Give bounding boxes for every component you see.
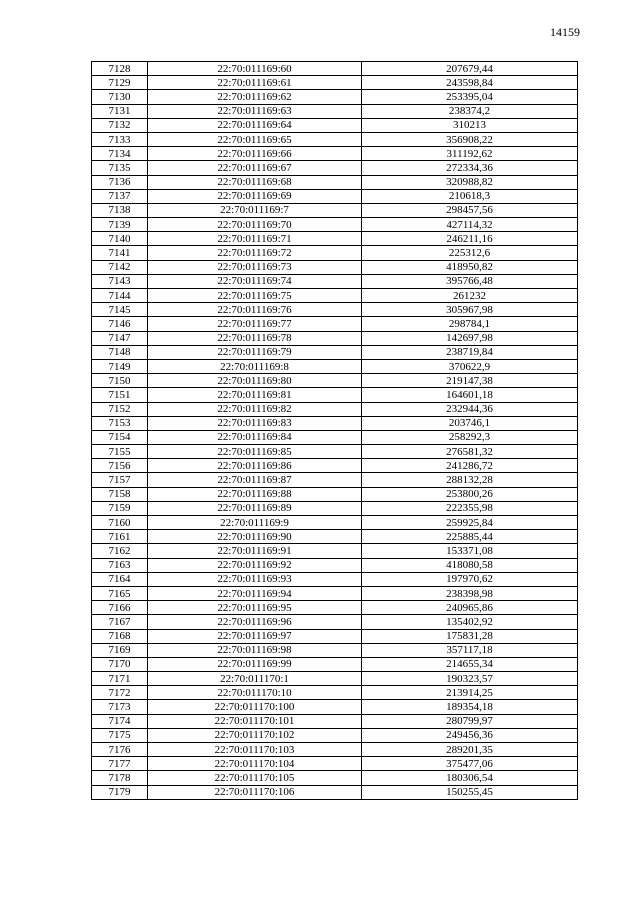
row-number-cell: 7177 bbox=[92, 757, 148, 771]
table-row bbox=[92, 345, 578, 359]
table-row bbox=[92, 90, 578, 104]
cadastral-number-cell: 22:70:011169:71 bbox=[148, 232, 362, 246]
cadastral-number-cell: 22:70:011169:89 bbox=[148, 501, 362, 515]
cadastral-value-cell: 289201,35 bbox=[362, 743, 578, 757]
cadastral-value-cell: 197970,62 bbox=[362, 572, 578, 586]
cadastral-number-cell: 22:70:011169:70 bbox=[148, 218, 362, 232]
cadastral-number-cell: 22:70:011169:79 bbox=[148, 345, 362, 359]
table-row bbox=[92, 586, 578, 600]
row-number-cell: 7145 bbox=[92, 303, 148, 317]
table-row bbox=[92, 530, 578, 544]
table-row bbox=[92, 430, 578, 444]
cadastral-number-cell: 22:70:011169:84 bbox=[148, 430, 362, 444]
cadastral-number-cell: 22:70:011169:78 bbox=[148, 331, 362, 345]
row-number-cell: 7173 bbox=[92, 700, 148, 714]
row-number-cell: 7155 bbox=[92, 445, 148, 459]
row-number-cell: 7171 bbox=[92, 672, 148, 686]
cadastral-value-cell: 395766,48 bbox=[362, 274, 578, 288]
cadastral-value-cell: 259925,84 bbox=[362, 516, 578, 530]
cadastral-number-cell: 22:70:011169:73 bbox=[148, 260, 362, 274]
cadastral-value-cell: 238398,98 bbox=[362, 586, 578, 600]
cadastral-number-cell: 22:70:011169:62 bbox=[148, 90, 362, 104]
cadastral-number-cell: 22:70:011169:88 bbox=[148, 487, 362, 501]
cadastral-value-cell: 238374,2 bbox=[362, 104, 578, 118]
row-number-cell: 7170 bbox=[92, 657, 148, 671]
row-number-cell: 7178 bbox=[92, 771, 148, 785]
cadastral-value-table bbox=[91, 61, 578, 800]
cadastral-number-cell: 22:70:011169:63 bbox=[148, 104, 362, 118]
row-number-cell: 7158 bbox=[92, 487, 148, 501]
table-row bbox=[92, 402, 578, 416]
table-row bbox=[92, 218, 578, 232]
row-number-cell: 7179 bbox=[92, 785, 148, 799]
cadastral-value-cell: 253800,26 bbox=[362, 487, 578, 501]
cadastral-value-cell: 249456,36 bbox=[362, 728, 578, 742]
table-row bbox=[92, 629, 578, 643]
cadastral-number-cell: 22:70:011170:103 bbox=[148, 743, 362, 757]
cadastral-number-cell: 22:70:011169:94 bbox=[148, 586, 362, 600]
table-row bbox=[92, 104, 578, 118]
cadastral-number-cell: 22:70:011169:91 bbox=[148, 544, 362, 558]
row-number-cell: 7149 bbox=[92, 359, 148, 373]
table-row bbox=[92, 743, 578, 757]
cadastral-number-cell: 22:70:011169:86 bbox=[148, 459, 362, 473]
cadastral-value-cell: 418950,82 bbox=[362, 260, 578, 274]
cadastral-number-cell: 22:70:011169:64 bbox=[148, 118, 362, 132]
cadastral-value-cell: 357117,18 bbox=[362, 643, 578, 657]
row-number-cell: 7140 bbox=[92, 232, 148, 246]
table-row bbox=[92, 657, 578, 671]
row-number-cell: 7146 bbox=[92, 317, 148, 331]
cadastral-number-cell: 22:70:011169:65 bbox=[148, 132, 362, 146]
cadastral-value-cell: 238719,84 bbox=[362, 345, 578, 359]
row-number-cell: 7162 bbox=[92, 544, 148, 558]
row-number-cell: 7157 bbox=[92, 473, 148, 487]
row-number-cell: 7172 bbox=[92, 686, 148, 700]
cadastral-number-cell: 22:70:011169:77 bbox=[148, 317, 362, 331]
cadastral-number-cell: 22:70:011170:102 bbox=[148, 728, 362, 742]
table-row bbox=[92, 700, 578, 714]
cadastral-number-cell: 22:70:011169:99 bbox=[148, 657, 362, 671]
row-number-cell: 7139 bbox=[92, 218, 148, 232]
table-row bbox=[92, 274, 578, 288]
cadastral-number-cell: 22:70:011169:67 bbox=[148, 161, 362, 175]
cadastral-number-cell: 22:70:011170:101 bbox=[148, 714, 362, 728]
row-number-cell: 7176 bbox=[92, 743, 148, 757]
row-number-cell: 7143 bbox=[92, 274, 148, 288]
cadastral-value-cell: 310213 bbox=[362, 118, 578, 132]
row-number-cell: 7138 bbox=[92, 203, 148, 217]
table-row bbox=[92, 189, 578, 203]
cadastral-value-cell: 298784,1 bbox=[362, 317, 578, 331]
cadastral-number-cell: 22:70:011169:76 bbox=[148, 303, 362, 317]
table-row bbox=[92, 317, 578, 331]
cadastral-value-cell: 225312,6 bbox=[362, 246, 578, 260]
row-number-cell: 7166 bbox=[92, 601, 148, 615]
cadastral-value-cell: 356908,22 bbox=[362, 132, 578, 146]
cadastral-number-cell: 22:70:011169:68 bbox=[148, 175, 362, 189]
row-number-cell: 7169 bbox=[92, 643, 148, 657]
cadastral-value-cell: 222355,98 bbox=[362, 501, 578, 515]
cadastral-value-cell: 253395,04 bbox=[362, 90, 578, 104]
cadastral-number-cell: 22:70:011169:75 bbox=[148, 289, 362, 303]
table-row bbox=[92, 516, 578, 530]
row-number-cell: 7132 bbox=[92, 118, 148, 132]
cadastral-value-cell: 190323,57 bbox=[362, 672, 578, 686]
table-row bbox=[92, 601, 578, 615]
cadastral-value-cell: 280799,97 bbox=[362, 714, 578, 728]
table-row bbox=[92, 232, 578, 246]
table-row bbox=[92, 473, 578, 487]
cadastral-value-cell: 135402,92 bbox=[362, 615, 578, 629]
table-row bbox=[92, 572, 578, 586]
table-row bbox=[92, 785, 578, 799]
cadastral-number-cell: 22:70:011169:72 bbox=[148, 246, 362, 260]
table-row bbox=[92, 76, 578, 90]
cadastral-value-cell: 276581,32 bbox=[362, 445, 578, 459]
cadastral-number-cell: 22:70:011169:97 bbox=[148, 629, 362, 643]
row-number-cell: 7163 bbox=[92, 558, 148, 572]
cadastral-number-cell: 22:70:011169:96 bbox=[148, 615, 362, 629]
cadastral-number-cell: 22:70:011169:74 bbox=[148, 274, 362, 288]
table-row bbox=[92, 487, 578, 501]
table-row bbox=[92, 615, 578, 629]
cadastral-value-cell: 370622,9 bbox=[362, 359, 578, 373]
cadastral-value-cell: 203746,1 bbox=[362, 416, 578, 430]
cadastral-number-cell: 22:70:011169:95 bbox=[148, 601, 362, 615]
row-number-cell: 7174 bbox=[92, 714, 148, 728]
table-row bbox=[92, 246, 578, 260]
cadastral-value-cell: 164601,18 bbox=[362, 388, 578, 402]
row-number-cell: 7144 bbox=[92, 289, 148, 303]
table-row bbox=[92, 459, 578, 473]
table-row bbox=[92, 643, 578, 657]
cadastral-number-cell: 22:70:011169:82 bbox=[148, 402, 362, 416]
row-number-cell: 7135 bbox=[92, 161, 148, 175]
row-number-cell: 7156 bbox=[92, 459, 148, 473]
cadastral-value-cell: 241286,72 bbox=[362, 459, 578, 473]
cadastral-number-cell: 22:70:011169:98 bbox=[148, 643, 362, 657]
cadastral-value-cell: 418080,58 bbox=[362, 558, 578, 572]
cadastral-value-cell: 225885,44 bbox=[362, 530, 578, 544]
row-number-cell: 7167 bbox=[92, 615, 148, 629]
row-number-cell: 7130 bbox=[92, 90, 148, 104]
cadastral-number-cell: 22:70:011169:87 bbox=[148, 473, 362, 487]
cadastral-value-cell: 150255,45 bbox=[362, 785, 578, 799]
cadastral-number-cell: 22:70:011169:66 bbox=[148, 147, 362, 161]
table-row bbox=[92, 686, 578, 700]
table-row bbox=[92, 416, 578, 430]
cadastral-value-cell: 240965,86 bbox=[362, 601, 578, 615]
cadastral-value-cell: 207679,44 bbox=[362, 62, 578, 76]
row-number-cell: 7160 bbox=[92, 516, 148, 530]
row-number-cell: 7142 bbox=[92, 260, 148, 274]
cadastral-number-cell: 22:70:011169:60 bbox=[148, 62, 362, 76]
row-number-cell: 7128 bbox=[92, 62, 148, 76]
cadastral-number-cell: 22:70:011170:106 bbox=[148, 785, 362, 799]
cadastral-value-cell: 219147,38 bbox=[362, 374, 578, 388]
cadastral-value-cell: 243598,84 bbox=[362, 76, 578, 90]
row-number-cell: 7147 bbox=[92, 331, 148, 345]
cadastral-value-cell: 288132,28 bbox=[362, 473, 578, 487]
row-number-cell: 7141 bbox=[92, 246, 148, 260]
cadastral-number-cell: 22:70:011170:10 bbox=[148, 686, 362, 700]
cadastral-number-cell: 22:70:011169:61 bbox=[148, 76, 362, 90]
row-number-cell: 7161 bbox=[92, 530, 148, 544]
row-number-cell: 7175 bbox=[92, 728, 148, 742]
cadastral-value-cell: 232944,36 bbox=[362, 402, 578, 416]
table-row bbox=[92, 374, 578, 388]
cadastral-value-cell: 298457,56 bbox=[362, 203, 578, 217]
row-number-cell: 7151 bbox=[92, 388, 148, 402]
cadastral-number-cell: 22:70:011170:100 bbox=[148, 700, 362, 714]
cadastral-number-cell: 22:70:011169:81 bbox=[148, 388, 362, 402]
cadastral-number-cell: 22:70:011170:105 bbox=[148, 771, 362, 785]
table-row bbox=[92, 203, 578, 217]
table-row bbox=[92, 771, 578, 785]
row-number-cell: 7129 bbox=[92, 76, 148, 90]
cadastral-value-cell: 210618,3 bbox=[362, 189, 578, 203]
cadastral-value-cell: 305967,98 bbox=[362, 303, 578, 317]
table-row bbox=[92, 289, 578, 303]
cadastral-value-cell: 246211,16 bbox=[362, 232, 578, 246]
cadastral-value-cell: 272334,36 bbox=[362, 161, 578, 175]
table-row bbox=[92, 260, 578, 274]
cadastral-number-cell: 22:70:011169:93 bbox=[148, 572, 362, 586]
row-number-cell: 7137 bbox=[92, 189, 148, 203]
cadastral-value-cell: 311192,62 bbox=[362, 147, 578, 161]
cadastral-value-cell: 153371,08 bbox=[362, 544, 578, 558]
row-number-cell: 7131 bbox=[92, 104, 148, 118]
table-body bbox=[92, 62, 578, 800]
table-row bbox=[92, 359, 578, 373]
cadastral-number-cell: 22:70:011170:1 bbox=[148, 672, 362, 686]
table-row bbox=[92, 728, 578, 742]
row-number-cell: 7153 bbox=[92, 416, 148, 430]
cadastral-number-cell: 22:70:011170:104 bbox=[148, 757, 362, 771]
cadastral-number-cell: 22:70:011169:90 bbox=[148, 530, 362, 544]
row-number-cell: 7134 bbox=[92, 147, 148, 161]
table-row bbox=[92, 714, 578, 728]
table-row bbox=[92, 303, 578, 317]
table-row bbox=[92, 501, 578, 515]
row-number-cell: 7152 bbox=[92, 402, 148, 416]
cadastral-number-cell: 22:70:011169:7 bbox=[148, 203, 362, 217]
row-number-cell: 7133 bbox=[92, 132, 148, 146]
cadastral-number-cell: 22:70:011169:8 bbox=[148, 359, 362, 373]
cadastral-value-cell: 258292,3 bbox=[362, 430, 578, 444]
row-number-cell: 7136 bbox=[92, 175, 148, 189]
table-row bbox=[92, 388, 578, 402]
table-row bbox=[92, 558, 578, 572]
table-row bbox=[92, 445, 578, 459]
table-row bbox=[92, 118, 578, 132]
cadastral-value-cell: 213914,25 bbox=[362, 686, 578, 700]
cadastral-number-cell: 22:70:011169:92 bbox=[148, 558, 362, 572]
row-number-cell: 7150 bbox=[92, 374, 148, 388]
table-row bbox=[92, 147, 578, 161]
cadastral-number-cell: 22:70:011169:9 bbox=[148, 516, 362, 530]
cadastral-value-cell: 320988,82 bbox=[362, 175, 578, 189]
table-row bbox=[92, 672, 578, 686]
table-row bbox=[92, 175, 578, 189]
cadastral-value-cell: 180306,54 bbox=[362, 771, 578, 785]
cadastral-value-cell: 142697,98 bbox=[362, 331, 578, 345]
cadastral-number-cell: 22:70:011169:85 bbox=[148, 445, 362, 459]
cadastral-number-cell: 22:70:011169:83 bbox=[148, 416, 362, 430]
cadastral-value-cell: 175831,28 bbox=[362, 629, 578, 643]
table-row bbox=[92, 161, 578, 175]
cadastral-value-cell: 427114,32 bbox=[362, 218, 578, 232]
cadastral-value-cell: 375477,06 bbox=[362, 757, 578, 771]
row-number-cell: 7168 bbox=[92, 629, 148, 643]
cadastral-value-cell: 261232 bbox=[362, 289, 578, 303]
cadastral-value-cell: 189354,18 bbox=[362, 700, 578, 714]
row-number-cell: 7148 bbox=[92, 345, 148, 359]
cadastral-number-cell: 22:70:011169:69 bbox=[148, 189, 362, 203]
table-row bbox=[92, 757, 578, 771]
table-row bbox=[92, 544, 578, 558]
cadastral-number-cell: 22:70:011169:80 bbox=[148, 374, 362, 388]
table-row bbox=[92, 331, 578, 345]
row-number-cell: 7164 bbox=[92, 572, 148, 586]
page-number: 14159 bbox=[550, 25, 580, 39]
row-number-cell: 7165 bbox=[92, 586, 148, 600]
row-number-cell: 7159 bbox=[92, 501, 148, 515]
table-row bbox=[92, 132, 578, 146]
table-row bbox=[92, 62, 578, 76]
row-number-cell: 7154 bbox=[92, 430, 148, 444]
cadastral-value-cell: 214655,34 bbox=[362, 657, 578, 671]
